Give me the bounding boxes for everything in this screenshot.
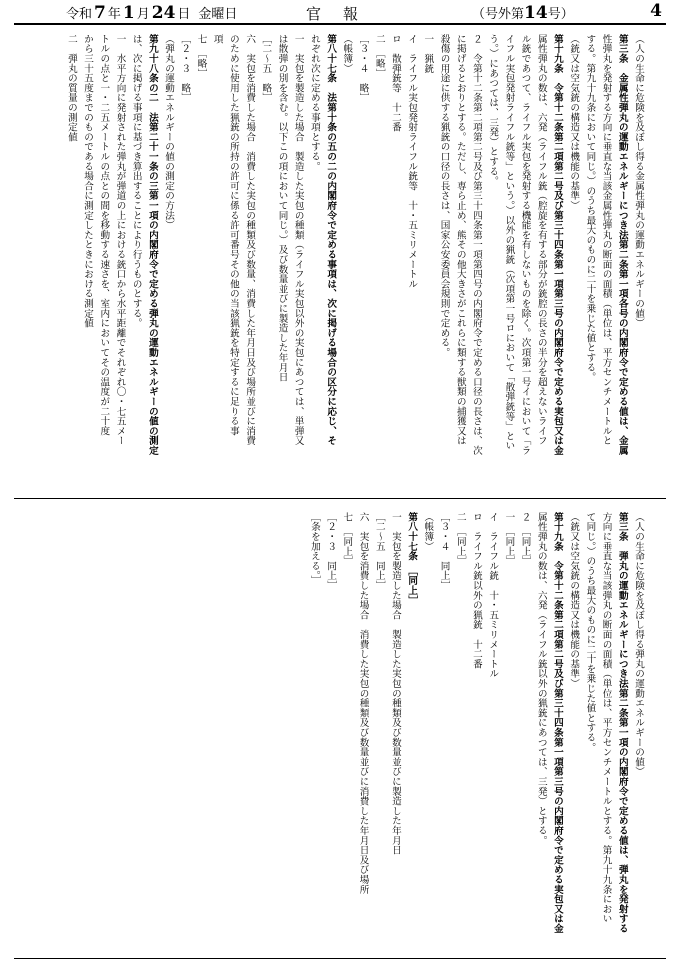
month-unit: 月: [136, 7, 150, 22]
issue-suffix: 号）: [547, 7, 574, 22]
text-line: する。第九十九条において同じ。）のうち最大のものに二十を乗じた値とする。: [584, 34, 596, 382]
amended-text-section: [14, 34, 646, 489]
text-line: ロ 散弾銃等 十二番: [389, 34, 401, 132]
text-line: は散弾の別を含む。以下この項において同じ。）及び数量並びに製造した年月日: [276, 34, 288, 382]
text-line: （帳簿）: [341, 34, 353, 74]
text-line: て同じ。）のうち最大のものに二十を乗じた値とする。: [584, 512, 596, 753]
footer-rule: [14, 958, 666, 959]
text-line: 七 ［同上］: [341, 512, 353, 566]
text-line: ［２・３ 同上］: [325, 512, 337, 591]
text-line: （銃又は空気銃の構造又は機能の基準）: [568, 34, 580, 211]
issue-number-value: 14: [524, 3, 548, 23]
text-line: トルの点と一・二五メートルの点との間を移動する速さを、室内においてその温度が二十度: [98, 34, 110, 436]
month: 1: [122, 3, 135, 23]
text-line: 七 ［略］: [195, 34, 207, 79]
text-line: 第八十七条 法第十条の五の二の内閣府令で定める事項は、次に掲げる場合の区分に応じ、そ: [325, 34, 337, 446]
text-line: （人の生命に危険を及ぼし得る金属性弾丸の運動エネルギーの値）: [633, 34, 644, 328]
text-line: ２ 令第十二条第二項第二号及び第三十四条第一項第四号の内閣府令で定める口径の長さは、次: [470, 34, 482, 456]
text-line: ［３・４ 同上］: [438, 512, 450, 591]
text-line: ロ ライフル銃以外の猟銃 十二番: [470, 512, 482, 669]
header-rule: [14, 23, 666, 25]
text-line: 属性弾丸の数は、六発（ライフル銃（腔旋を有する部分が銃腔の長さの半分を超えないライフ: [535, 34, 547, 446]
section-divider: [14, 498, 666, 499]
issue-prefix: （号外第: [472, 7, 525, 22]
text-line: （帳簿）: [422, 512, 434, 552]
text-line: 方向に垂直な当該弾丸の断面の面積（単位は、平方センチメートルとする。第九十九条におい: [600, 512, 612, 924]
publication-name: 官報: [306, 5, 381, 23]
text-line: イ ライフル実包発射ライフル銃等 十・五ミリメートル: [406, 34, 418, 289]
text-line: 性弾丸を発射する方向に垂直な当該金属性弾丸の断面の面積（単位は、平方センチメートルと: [600, 34, 612, 446]
text-line: ［二～五 略］: [260, 34, 272, 103]
text-line: 二 ［略］: [373, 34, 385, 79]
text-line: 殺傷の用途に供する猟銃の口径の長さは、国家公安委員会規則で定める。: [438, 34, 450, 358]
text-line: ２ ［同上］: [519, 512, 531, 566]
page-number: 4: [650, 1, 662, 21]
text-line: ［２・３ 略］: [179, 34, 191, 103]
text-line: （人の生命に危険を及ぼし得る弾丸の運動エネルギーの値）: [633, 512, 644, 777]
text-line: 一 実包を製造した場合 製造した実包の種類（ライフル実包以外の実包にあつては、単弾又: [292, 34, 304, 446]
day-unit: 日: [177, 7, 191, 22]
text-line: 一 猟銃: [422, 34, 434, 74]
text-line: は、次に掲げる事項に基づき算出することにより行うものとする。: [130, 34, 142, 328]
text-line: ［二～五 同上］: [373, 512, 385, 591]
text-line: 第十九条 令第十二条第二項第二号及び第三十四条第一項第三号の内閣府令で定める実包又は金: [551, 34, 563, 456]
text-line: 第三条 金属性弾丸の運動エネルギーにつき法第二条第一項各号の内閣府令で定める値は、金属: [616, 34, 628, 456]
text-line: ［３・４ 略］: [357, 34, 369, 103]
day: 24: [151, 3, 176, 23]
weekday: 金曜日: [198, 7, 238, 22]
text-line: （弾丸の運動エネルギーの値の測定の方法）: [163, 34, 175, 230]
text-line: 六 実包を消費した場合 消費した実包の種類及び数量、消費した年月日及び場所並びに消費: [244, 34, 256, 446]
text-line: に掲げるとおりとする。ただし、専ら止め、熊その他大きさがこれらに類する獣類の捕獲又は: [454, 34, 466, 446]
text-line: 二 ［同上］: [454, 512, 466, 566]
year: 7: [94, 3, 106, 23]
page-header: [14, 0, 666, 22]
text-line: 属性弾丸の数は、六発（ライフル銃以外の猟銃にあつては、三発）とする。: [535, 512, 547, 846]
text-line: から三十五度までのものである場合に測定したときにおける測定値: [82, 34, 94, 328]
text-line: ［条を加える。］: [308, 512, 320, 586]
text-line: 第八十七条 ［同上］: [406, 512, 418, 606]
text-line: 一 実包を製造した場合 製造した実包の種類及び数量並びに製造した年月日: [389, 512, 401, 855]
text-line: 第十九条 令第十二条第二項第二号及び第三十四条第一項第三号の内閣府令で定める実包又は金: [551, 512, 563, 934]
text-line: 項: [211, 34, 223, 44]
text-line: 二 弾丸の質量の測定値: [65, 34, 77, 142]
text-line: イフル実包発射ライフル銃等」という。）以外の猟銃（次項第一号ロにおいて「散弾銃等」とい: [503, 34, 515, 451]
year-unit: 年: [107, 7, 121, 22]
text-line: 一 ［同上］: [503, 512, 515, 566]
text-line: ル銃であつて、ライフル実包を発射する機能を有しないものを除く。次項第一号イにおいて「ラ: [519, 34, 531, 456]
era: 令和: [66, 7, 93, 22]
text-line: 第九十八条の二 法第二十一条の三第一項の内閣府令で定める弾丸の運動エネルギーの値の測定: [146, 34, 158, 456]
text-line: う。）にあつては、三発）とする。: [487, 34, 499, 186]
text-line: （銃又は空気銃の構造又は機能の基準）: [568, 512, 580, 689]
text-line: 一 水平方向に発射された弾丸が弾道の上における銃口から水平距離でそれぞれ〇・七五メー: [114, 34, 126, 446]
text-line: 六 実包を消費した場合 消費した実包の種類及び数量並びに消費した年月日及び場所: [357, 512, 369, 895]
text-line: のために使用した猟銃の所持の許可に係る許可番号その他の当該猟銃を特定するに足りる事: [227, 34, 239, 436]
issue-number: [472, 3, 574, 23]
text-line: 第三条 弾丸の運動エネルギーにつき法第二条第一項の内閣府令で定める値は、弾丸を発射する: [616, 512, 628, 934]
text-line: イ ライフル銃 十・五ミリメートル: [487, 512, 499, 679]
issue-date: [66, 3, 237, 23]
current-text-section: [100, 512, 646, 948]
text-line: れぞれ次に定める事項とする。: [308, 34, 320, 172]
